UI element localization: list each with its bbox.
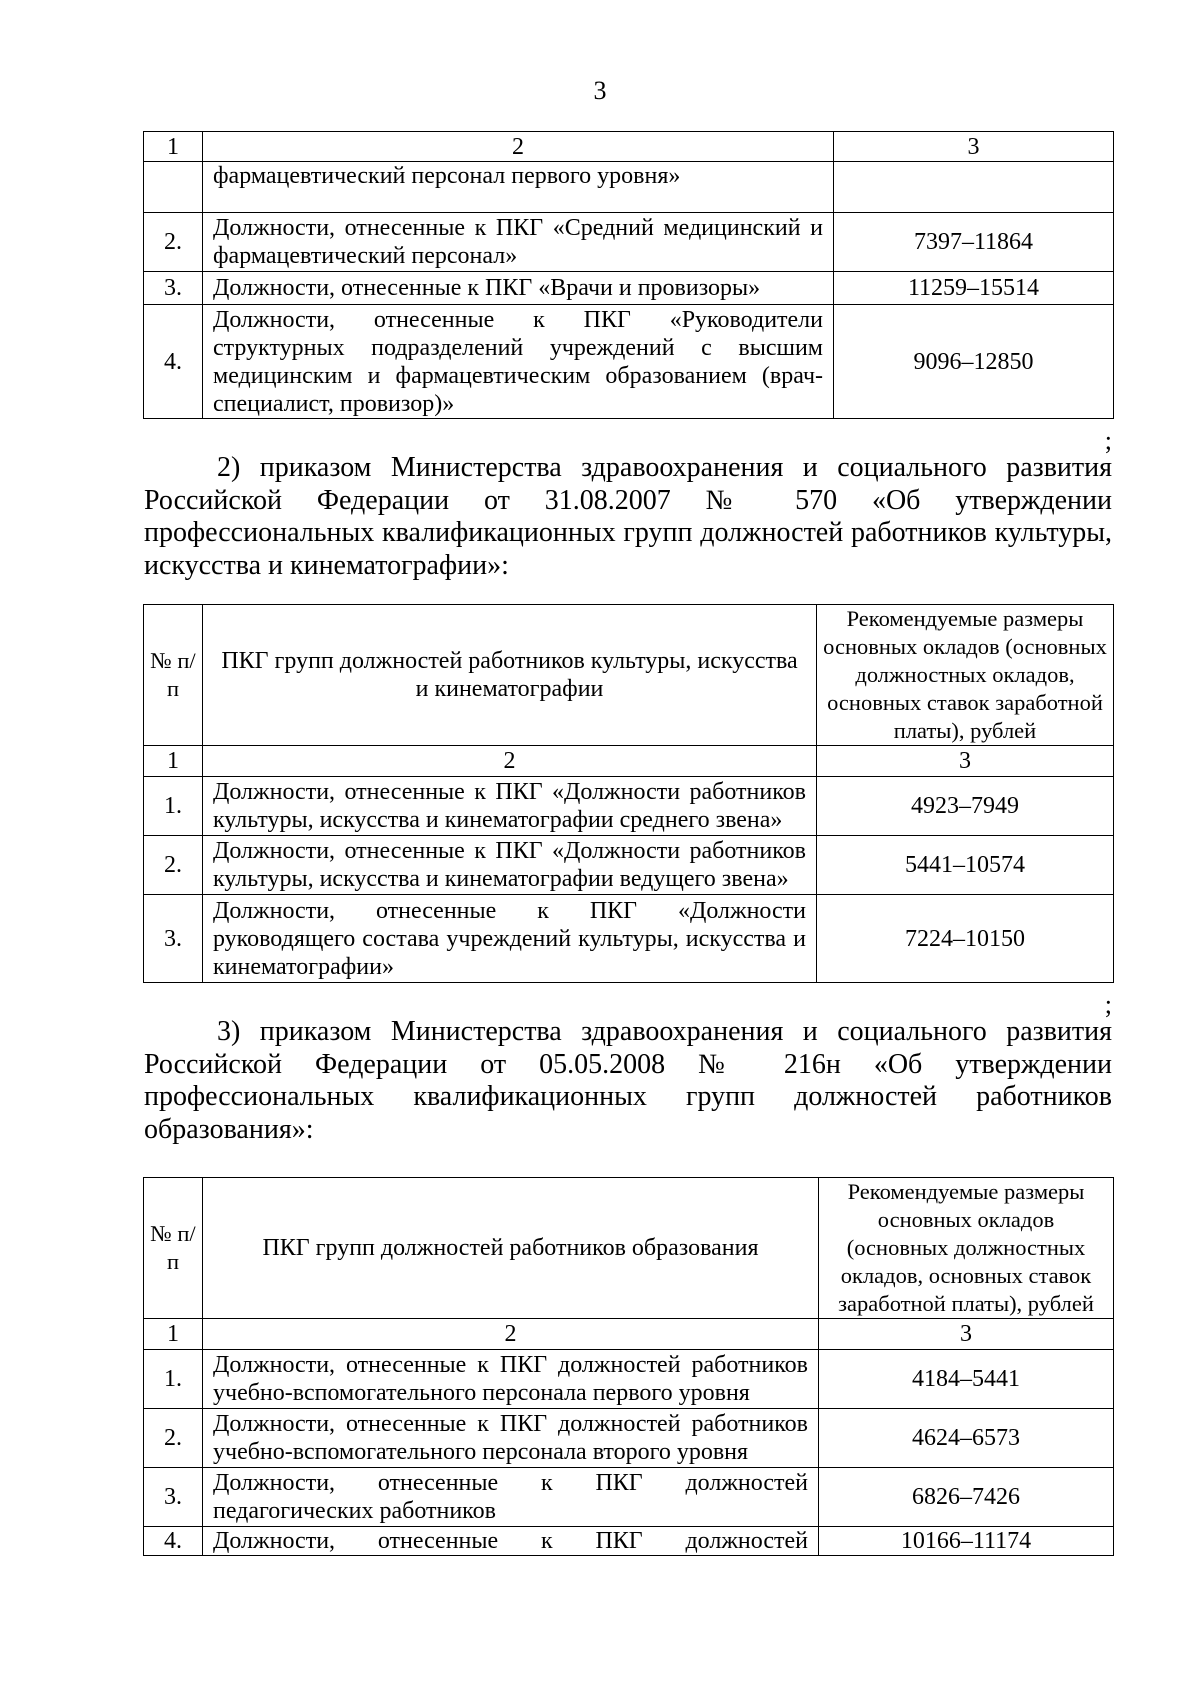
row-number: 4. xyxy=(144,1527,203,1556)
table-row xyxy=(144,162,1114,213)
paragraph-line: 2) приказом Министерства здравоохранения и социального развития xyxy=(217,452,1112,483)
row-number: 4. xyxy=(144,305,203,419)
position-group: Должности, отнесенные к ПКГ «Врачи и провизоры» xyxy=(203,272,834,305)
salary-range: 7224–10150 xyxy=(817,895,1114,983)
paragraph-line: образования»: xyxy=(144,1113,314,1145)
semicolon: ; xyxy=(1104,426,1112,455)
position-group: Должности, отнесенные к ПКГ должностей xyxy=(203,1527,819,1556)
table-row xyxy=(144,1409,1114,1468)
table-row xyxy=(144,272,1114,305)
salary-range: 4923–7949 xyxy=(817,777,1114,836)
salary-range: 4184–5441 xyxy=(819,1350,1114,1409)
table-header-row xyxy=(144,605,1114,746)
paragraph-line: искусства и кинематографии»: xyxy=(144,549,509,581)
semicolon: ; xyxy=(1104,990,1112,1019)
header-number: № п/п xyxy=(144,605,203,746)
position-group: Должности, отнесенные к ПКГ «Должности работников культуры, искусства и кинематографии среднего звена» xyxy=(203,777,817,836)
column-number-row xyxy=(144,746,1114,777)
header-group: ПКГ групп должностей работников образования xyxy=(203,1178,819,1319)
position-group: Должности, отнесенные к ПКГ должностей педагогических работников xyxy=(203,1468,819,1527)
column-number: 1 xyxy=(144,746,203,777)
table-row xyxy=(144,1350,1114,1409)
column-number: 2 xyxy=(203,746,817,777)
table-row xyxy=(144,836,1114,895)
position-group: Должности, отнесенные к ПКГ «Должности работников культуры, искусства и кинематографии ведущего звена» xyxy=(203,836,817,895)
salary-range: 9096–12850 xyxy=(834,305,1114,419)
salary-range: 11259–15514 xyxy=(834,272,1114,305)
header-salary: Рекомендуемые размеры основных окладов (основных должностных окладов, основных ставок заработной платы), рублей xyxy=(817,605,1114,746)
table-education xyxy=(143,1177,1114,1556)
salary-range: 6826–7426 xyxy=(819,1468,1114,1527)
row-number: 3. xyxy=(144,895,203,983)
row-number: 3. xyxy=(144,272,203,305)
column-number: 2 xyxy=(203,132,834,162)
row-number: 3. xyxy=(144,1468,203,1527)
position-group: Должности, отнесенные к ПКГ должностей работников учебно-вспомогательного персонала первого уровня xyxy=(203,1350,819,1409)
header-number: № п/п xyxy=(144,1178,203,1319)
position-group: Должности, отнесенные к ПКГ «Должности руководящего состава учреждений культуры, искусства и кинематографии» xyxy=(203,895,817,983)
salary-range: 5441–10574 xyxy=(817,836,1114,895)
table-row xyxy=(144,305,1114,419)
page-number: 3 xyxy=(593,76,607,105)
header-group: ПКГ групп должностей работников культуры, искусства и кинематографии xyxy=(203,605,817,746)
column-number-row xyxy=(144,132,1114,162)
table-row xyxy=(144,213,1114,272)
column-number: 3 xyxy=(817,746,1114,777)
row-number: 2. xyxy=(144,213,203,272)
table-row xyxy=(144,1527,1114,1556)
row-number: 2. xyxy=(144,1409,203,1468)
row-number: 2. xyxy=(144,836,203,895)
column-number: 3 xyxy=(834,132,1114,162)
row-number: 1. xyxy=(144,1350,203,1409)
paragraph-order-570 xyxy=(144,452,1112,582)
column-number: 1 xyxy=(144,132,203,162)
paragraph-line: профессиональных квалификационных групп должностей работников культуры, xyxy=(144,517,1112,548)
salary-range: 4624–6573 xyxy=(819,1409,1114,1468)
position-group: Должности, отнесенные к ПКГ «Руководители структурных подразделений учреждений с высшим медицинским и фармацевтическим образованием (врач-специалист, провизор)» xyxy=(203,305,834,419)
table-medical xyxy=(143,131,1114,419)
position-group: фармацевтический персонал первого уровня» xyxy=(203,162,834,213)
position-group: Должности, отнесенные к ПКГ должностей работников учебно-вспомогательного персонала второго уровня xyxy=(203,1409,819,1468)
salary-range: 7397–11864 xyxy=(834,213,1114,272)
table-row xyxy=(144,895,1114,983)
table-row xyxy=(144,1468,1114,1527)
header-salary: Рекомендуемые размеры основных окладов (основных должностных окладов, основных ставок заработной платы), рублей xyxy=(819,1178,1114,1319)
paragraph-line: Российской Федерации от 31.08.2007 № 570 «Об утверждении xyxy=(144,484,1112,516)
column-number-row xyxy=(144,1319,1114,1350)
column-number: 1 xyxy=(144,1319,203,1350)
paragraph-line: профессиональных квалификационных групп должностей работников xyxy=(144,1081,1112,1112)
table-row xyxy=(144,777,1114,836)
salary-range xyxy=(834,162,1114,213)
position-group: Должности, отнесенные к ПКГ «Средний медицинский и фармацевтический персонал» xyxy=(203,213,834,272)
paragraph-line: 3) приказом Министерства здравоохранения и социального развития xyxy=(217,1016,1112,1047)
column-number: 3 xyxy=(819,1319,1114,1350)
paragraph-line: Российской Федерации от 05.05.2008 № 216н «Об утверждении xyxy=(144,1048,1112,1080)
table-header-row xyxy=(144,1178,1114,1319)
column-number: 2 xyxy=(203,1319,819,1350)
salary-range: 10166–11174 xyxy=(819,1527,1114,1556)
table-culture xyxy=(143,604,1114,983)
row-number: 1. xyxy=(144,777,203,836)
row-number xyxy=(144,162,203,213)
paragraph-order-216n xyxy=(144,1016,1112,1146)
